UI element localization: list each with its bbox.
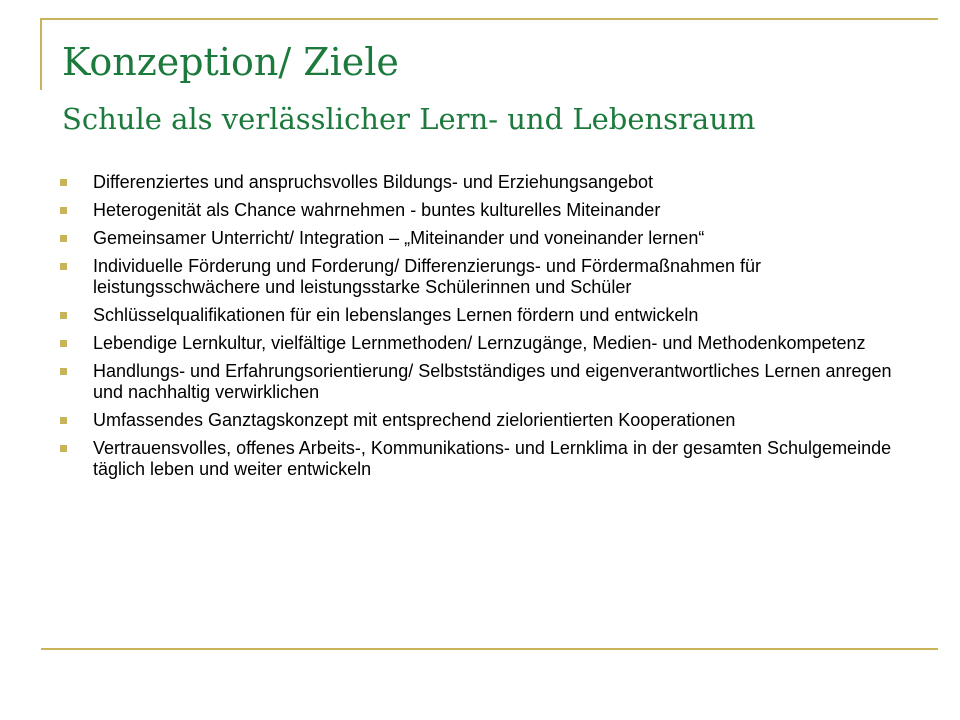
square-bullet-icon — [60, 368, 67, 375]
bullet-text: Vertrauensvolles, offenes Arbeits-, Kommunikations- und Lernklima in der gesamten Schulgemeinde täglich leben und weiter entwickeln — [93, 438, 892, 479]
top-divider-line — [41, 18, 938, 20]
bullet-item — [60, 256, 920, 298]
bullet-item — [60, 361, 920, 403]
bullet-item — [60, 438, 920, 480]
bottom-divider-line — [41, 648, 938, 650]
bullet-item — [60, 305, 920, 326]
square-bullet-icon — [60, 235, 67, 242]
bullet-text: Umfassendes Ganztagskonzept mit entsprechend zielorientierten Kooperationen — [93, 410, 736, 430]
square-bullet-icon — [60, 179, 67, 186]
slide-subtitle: Schule als verlässlicher Lern- und Lebensraum — [62, 102, 756, 136]
bullet-text: Heterogenität als Chance wahrnehmen - buntes kulturelles Miteinander — [93, 200, 661, 220]
bullet-text: Lebendige Lernkultur, vielfältige Lernmethoden/ Lernzugänge, Medien- und Methodenkompetenz — [93, 333, 866, 353]
slide-title: Konzeption/ Ziele — [62, 40, 399, 84]
bullet-item — [60, 410, 920, 431]
square-bullet-icon — [60, 263, 67, 270]
bullet-list — [60, 172, 920, 487]
bullet-text: Differenziertes und anspruchsvolles Bildungs- und Erziehungsangebot — [93, 172, 654, 192]
bullet-text: Handlungs- und Erfahrungsorientierung/ Selbstständiges und eigenverantwortliches Lernen anregen und nachhaltig verwirklichen — [93, 361, 892, 402]
square-bullet-icon — [60, 340, 67, 347]
square-bullet-icon — [60, 312, 67, 319]
bullet-text: Individuelle Förderung und Forderung/ Differenzierungs- und Fördermaßnahmen für leistungsschwächere und leistungsstarke Schülerinnen und Schüler — [93, 256, 762, 297]
bullet-item — [60, 228, 920, 249]
bullet-text: Schlüsselqualifikationen für ein lebenslanges Lernen fördern und entwickeln — [93, 305, 699, 325]
square-bullet-icon — [60, 417, 67, 424]
bullet-item — [60, 172, 920, 193]
bullet-text: Gemeinsamer Unterricht/ Integration – „Miteinander und voneinander lernen“ — [93, 228, 705, 248]
square-bullet-icon — [60, 207, 67, 214]
left-accent-line — [40, 18, 42, 90]
square-bullet-icon — [60, 445, 67, 452]
bullet-item — [60, 200, 920, 221]
bullet-item — [60, 333, 920, 354]
